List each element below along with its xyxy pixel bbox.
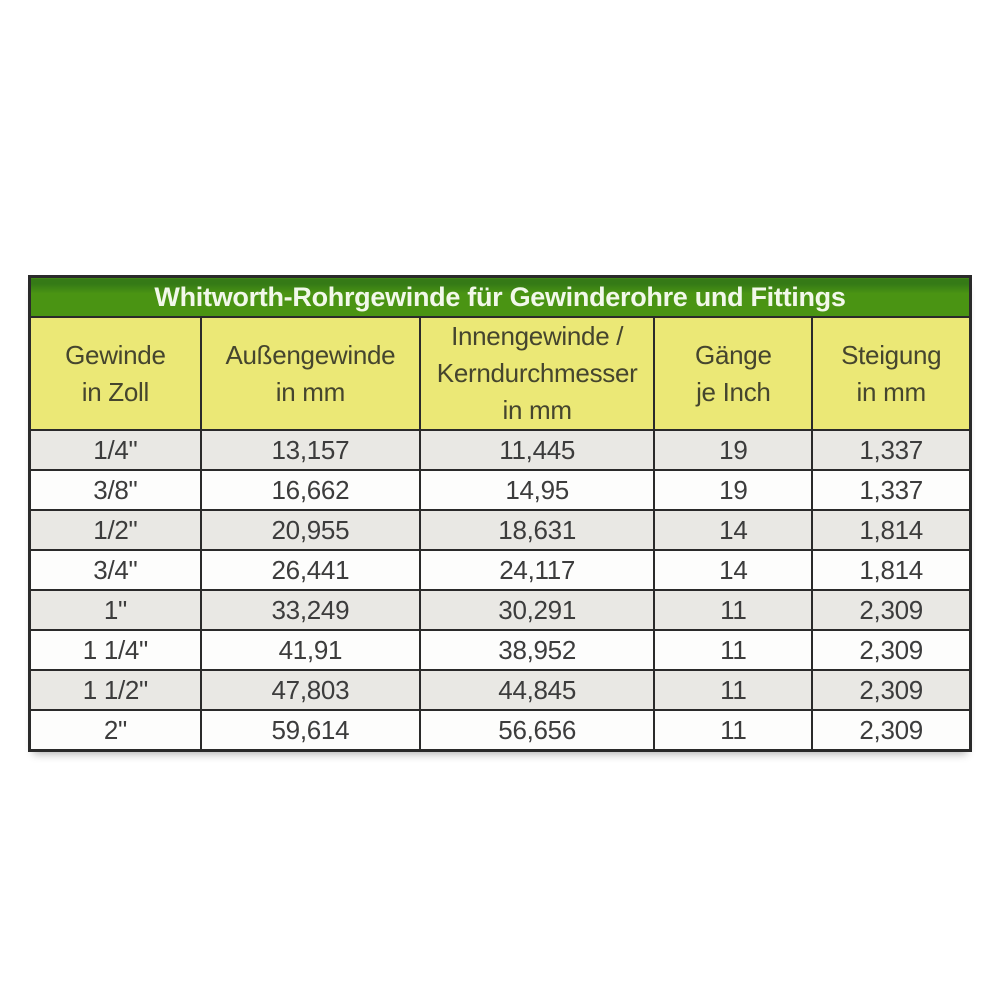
- column-header-gewinde-in-zoll: Gewinde in Zoll: [30, 317, 201, 430]
- table-cell: 1,337: [812, 470, 970, 510]
- table-cell: 2,309: [812, 670, 970, 710]
- table-cell: 2": [30, 710, 201, 751]
- table-cell: 2,309: [812, 590, 970, 630]
- table-cell: 19: [654, 470, 812, 510]
- column-header-gaenge-je-inch: Gänge je Inch: [654, 317, 812, 430]
- table-row: [30, 430, 971, 470]
- table-cell: 1/2": [30, 510, 201, 550]
- table-cell: 3/8": [30, 470, 201, 510]
- table-cell: 1": [30, 590, 201, 630]
- table-cell: 1,814: [812, 550, 970, 590]
- table-cell: 11: [654, 670, 812, 710]
- table-row: [30, 590, 971, 630]
- table-cell: 56,656: [420, 710, 654, 751]
- table-row: [30, 470, 971, 510]
- table-cell: 19: [654, 430, 812, 470]
- table-cell: 18,631: [420, 510, 654, 550]
- table-cell: 2,309: [812, 630, 970, 670]
- table-cell: 11: [654, 630, 812, 670]
- table-title: Whitworth-Rohrgewinde für Gewinderohre und Fittings: [30, 277, 971, 318]
- table-cell: 11: [654, 710, 812, 751]
- table-row: [30, 670, 971, 710]
- table-cell: 14,95: [420, 470, 654, 510]
- table-cell: 1 1/4": [30, 630, 201, 670]
- whitworth-thread-table: [28, 275, 972, 752]
- column-header-innengewinde-kerndurchmesser-in-mm: Innengewinde / Kerndurchmesser in mm: [420, 317, 654, 430]
- table-cell: 1/4": [30, 430, 201, 470]
- table-cell: 41,91: [201, 630, 420, 670]
- column-header-steigung-in-mm: Steigung in mm: [812, 317, 970, 430]
- table-cell: 30,291: [420, 590, 654, 630]
- table-cell: 44,845: [420, 670, 654, 710]
- table-row: [30, 630, 971, 670]
- table-header-row: [30, 317, 971, 430]
- table-cell: 20,955: [201, 510, 420, 550]
- table-cell: 2,309: [812, 710, 970, 751]
- table-cell: 24,117: [420, 550, 654, 590]
- table-cell: 1,337: [812, 430, 970, 470]
- column-header-aussengewinde-in-mm: Außengewinde in mm: [201, 317, 420, 430]
- table-cell: 3/4": [30, 550, 201, 590]
- table-cell: 14: [654, 550, 812, 590]
- table-cell: 1,814: [812, 510, 970, 550]
- table-cell: 13,157: [201, 430, 420, 470]
- table-cell: 11: [654, 590, 812, 630]
- table-row: [30, 550, 971, 590]
- table-cell: 38,952: [420, 630, 654, 670]
- table-row: [30, 510, 971, 550]
- table-cell: 14: [654, 510, 812, 550]
- table-row: [30, 710, 971, 751]
- table-cell: 59,614: [201, 710, 420, 751]
- table-cell: 26,441: [201, 550, 420, 590]
- table-title-row: [30, 277, 971, 318]
- table-cell: 11,445: [420, 430, 654, 470]
- table-cell: 47,803: [201, 670, 420, 710]
- table-cell: 33,249: [201, 590, 420, 630]
- table-cell: 1 1/2": [30, 670, 201, 710]
- table-cell: 16,662: [201, 470, 420, 510]
